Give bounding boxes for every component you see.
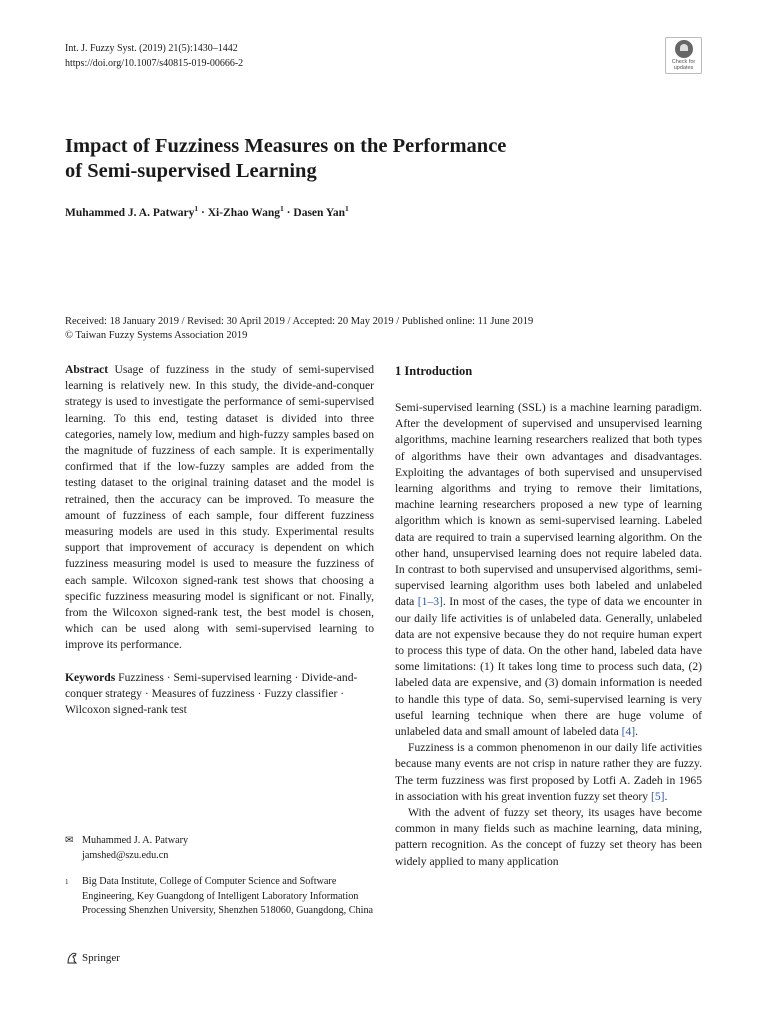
affiliation-mark: 1 [345,204,349,213]
keywords [65,670,374,719]
author-name[interactable]: Dasen Yan [293,206,346,219]
intro-paragraph: With the advent of fuzzy set theory, its usages have become common in many fields such as machine learning, data mining, pattern recognition. As the concept of fuzzy set theory has been widely applied to many application [395,806,702,868]
author-separator: · [283,206,294,219]
footnotes [65,834,374,919]
author-name[interactable]: Muhammed J. A. Patwary [65,206,195,219]
corresponding-name: Muhammed J. A. Patwary [82,835,189,846]
section-heading: 1 Introduction [395,364,473,378]
intro-paragraph: Semi-supervised learning (SSL) is a machine learning paradigm. After the development of supervised and unsupervised learning algorithms, machine learning researchers realized that both types of algorithms have their own advantages and disadvantages. Exploiting the advantages of both supervised and unsupervised learning algorithms and trying to remove their limitations, machine learning researchers proposed a new type of learning algorithm which is known as semi-supervised learning. Labeled data are required to train a supervised learning algorithm. On the other hand, unsupervised learning does not require labeled data. In contrast to both supervised and unsupervised algorithms, semi-supervised learning algorithm uses both labeled and unlabeled data [1–3]. In most of the cases, the type of data we encounter in our daily life activities is of unlabeled data. Generally, unlabeled data are not expensive because they do not require human expert to process this type of data. On the other hand, labeled data have some limitations: (1) It takes long time to process such data, (2) labeled data are expensive, and (3) domain information is needed to handle this type of data. So, semi-supervised learning is very useful learning technique when there are huge volume of unlabeled data and small amount of labeled data [4]. [395,401,703,739]
abstract-text: Usage of fuzziness in the study of semi-supervised learning is relatively new. In this study, the divide-and-conquer strategy is used to investigate the performance of semi-supervised learning. To this end, testing dataset is divided into three categories, namely low, medium and high-fuzzy samples based on the magnitude of fuzziness of each sample. It is experimentally confirmed that if the low-fuzzy samples are added from the testing dataset to the original training dataset and the model is retrained, then the accuracy can be improved. To measure the amount of fuzziness of each sample, four different fuzziness measuring models are used in this study. Experimental results support that improvement of accuracy is dependent on which fuzziness measuring model is used to measure the fuzziness of each sample. Wilcoxon signed-rank test shows that choosing a specific fuzziness measuring model is significant or not. Finally, from the Wilcoxon signed-rank test, the best model is chosen, which can be used along with semi-supervised learning to improve its performance. [65,363,374,652]
citation-link[interactable]: [4] [621,725,636,739]
email-link[interactable]: jamshed@szu.edu.cn [82,849,169,861]
left-column [65,362,374,718]
right-column [395,362,702,870]
abstract-label: Abstract [65,363,109,376]
publisher-name: Springer [82,952,120,964]
author-list [65,204,349,219]
affiliation-mark: 1 [194,204,199,213]
citation-link[interactable]: [5] [650,789,665,803]
doi-link[interactable]: https://doi.org/10.1007/s40815-019-00666-2 [65,58,244,69]
affiliation-note [65,875,374,919]
check-for-updates-badge[interactable] [665,37,702,74]
history-dates: Received: 18 January 2019 / Revised: 30 April 2019 / Accepted: 20 May 2019 / Published online: 11 June 2019 [65,316,534,327]
bookmark-icon [675,40,693,58]
keywords-label: Keywords [65,670,116,684]
author-separator: · [198,206,208,219]
copyright: © Taiwan Fuzzy Systems Association 2019 [65,330,248,341]
paper-title: Impact of Fuzziness Measures on the Performance of Semi-supervised Learning [65,135,507,182]
publication-dates [65,315,533,343]
abstract [65,362,374,654]
affiliation-number: 1 [65,878,69,886]
affiliation-text: Big Data Institute, College of Computer Science and Software Engineering, Key Guangdong of Intelligent Laboratory Information Processing Shenzhen University, Shenzhen 518060, Guangdong, China [82,876,374,916]
affiliation-mark: 1 [280,204,284,213]
check-updates-label: Check for updates [671,59,696,71]
keywords-text: Fuzziness · Semi-supervised learning · Divide-and-conquer strategy · Measures of fuzziness · Fuzzy classifier · Wilcoxon signed-rank test [65,670,358,717]
corresponding-author-note [65,834,374,863]
journal-info [65,41,243,71]
envelope-icon: ✉ [65,835,74,846]
citation-link[interactable]: [1–3] [417,595,443,609]
journal-citation: Int. J. Fuzzy Syst. (2019) 21(5):1430–1442 [65,43,238,54]
publisher-logo [65,951,120,965]
author-name[interactable]: Xi-Zhao Wang [207,206,281,219]
intro-paragraph: Fuzziness is a common phenomenon in our daily life activities because many events are not crisp in nature rather they are fuzzy. The term fuzziness was first proposed by Lotfi A. Zadeh in 1965 in association with his great invention fuzzy set theory [5]. [395,741,702,803]
springer-horse-icon [65,951,79,965]
